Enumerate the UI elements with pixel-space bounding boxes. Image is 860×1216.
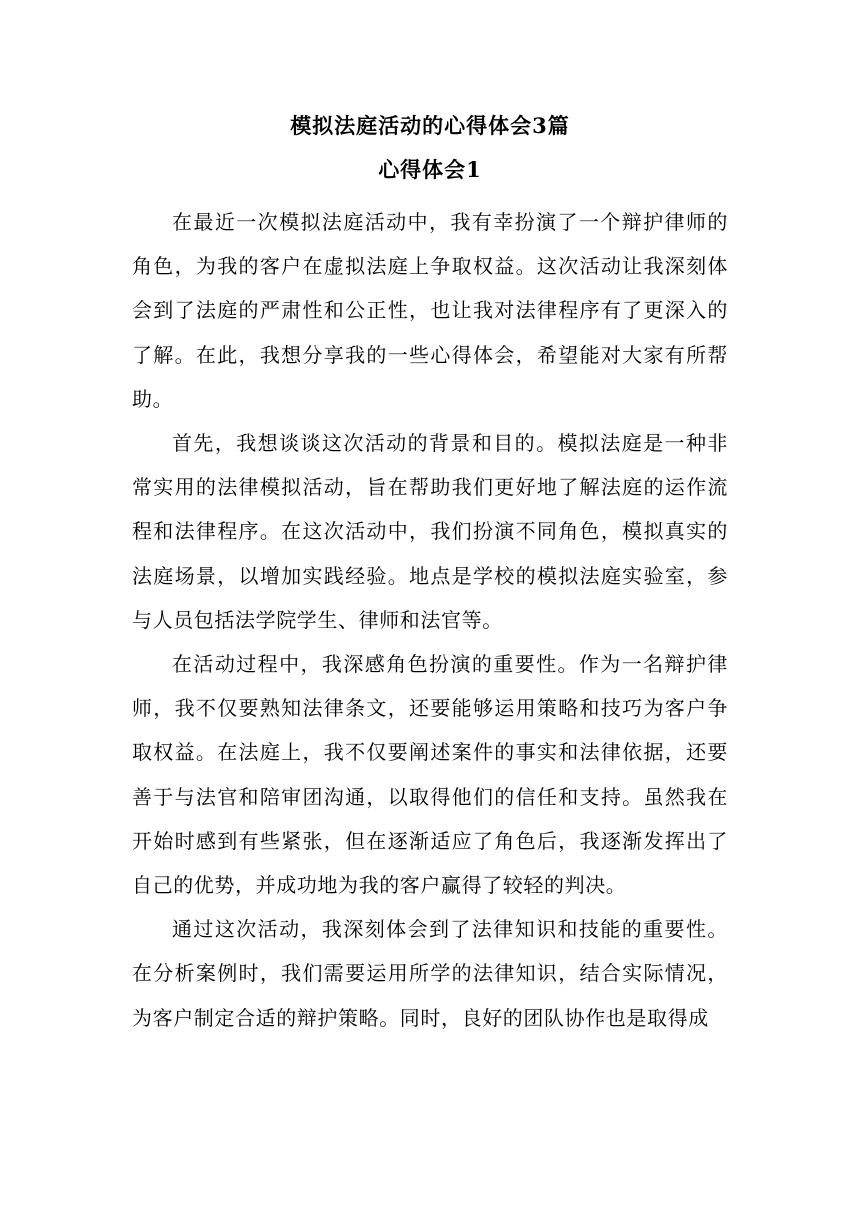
- document-title: 模拟法庭活动的心得体会3篇: [290, 113, 570, 138]
- paragraph-3: 在活动过程中，我深感角色扮演的重要性。作为一名辩护律师，我不仅要熟知法律条文，还要能够运用策略和技巧为客户争取权益。在法庭上，我不仅要阐述案件的事实和法律依据，还要善于与法官和陪审团沟通，以取得他们的信任和支持。虽然我在开始时感到有些紧张，但在逐渐适应了角色后，我逐渐发挥出了自己的优势，并成功地为我的客户赢得了较轻的判决。: [132, 652, 728, 898]
- paragraph-2: 首先，我想谈谈这次活动的背景和目的。模拟法庭是一种非常实用的法律模拟活动，旨在帮助我们更好地了解法庭的运作流程和法律程序。在这次活动中，我们扮演不同角色，模拟真实的法庭场景，以增加实践经验。地点是学校的模拟法庭实验室，参与人员包括法学院学生、律师和法官等。: [132, 431, 728, 632]
- document-body: [132, 200, 728, 1040]
- section-title: 心得体会1: [378, 157, 482, 182]
- paragraph-1: 在最近一次模拟法庭活动中，我有幸扮演了一个辩护律师的角色，为我的客户在虚拟法庭上争取权益。这次活动让我深刻体会到了法庭的严肃性和公正性，也让我对法律程序有了更深入的了解。在此，我想分享我的一些心得体会，希望能对大家有所帮助。: [132, 210, 728, 411]
- paragraph-4: 通过这次活动，我深刻体会到了法律知识和技能的重要性。在分析案例时，我们需要运用所学的法律知识，结合实际情况，为客户制定合适的辩护策略。同时，良好的团队协作也是取得成: [132, 917, 728, 1030]
